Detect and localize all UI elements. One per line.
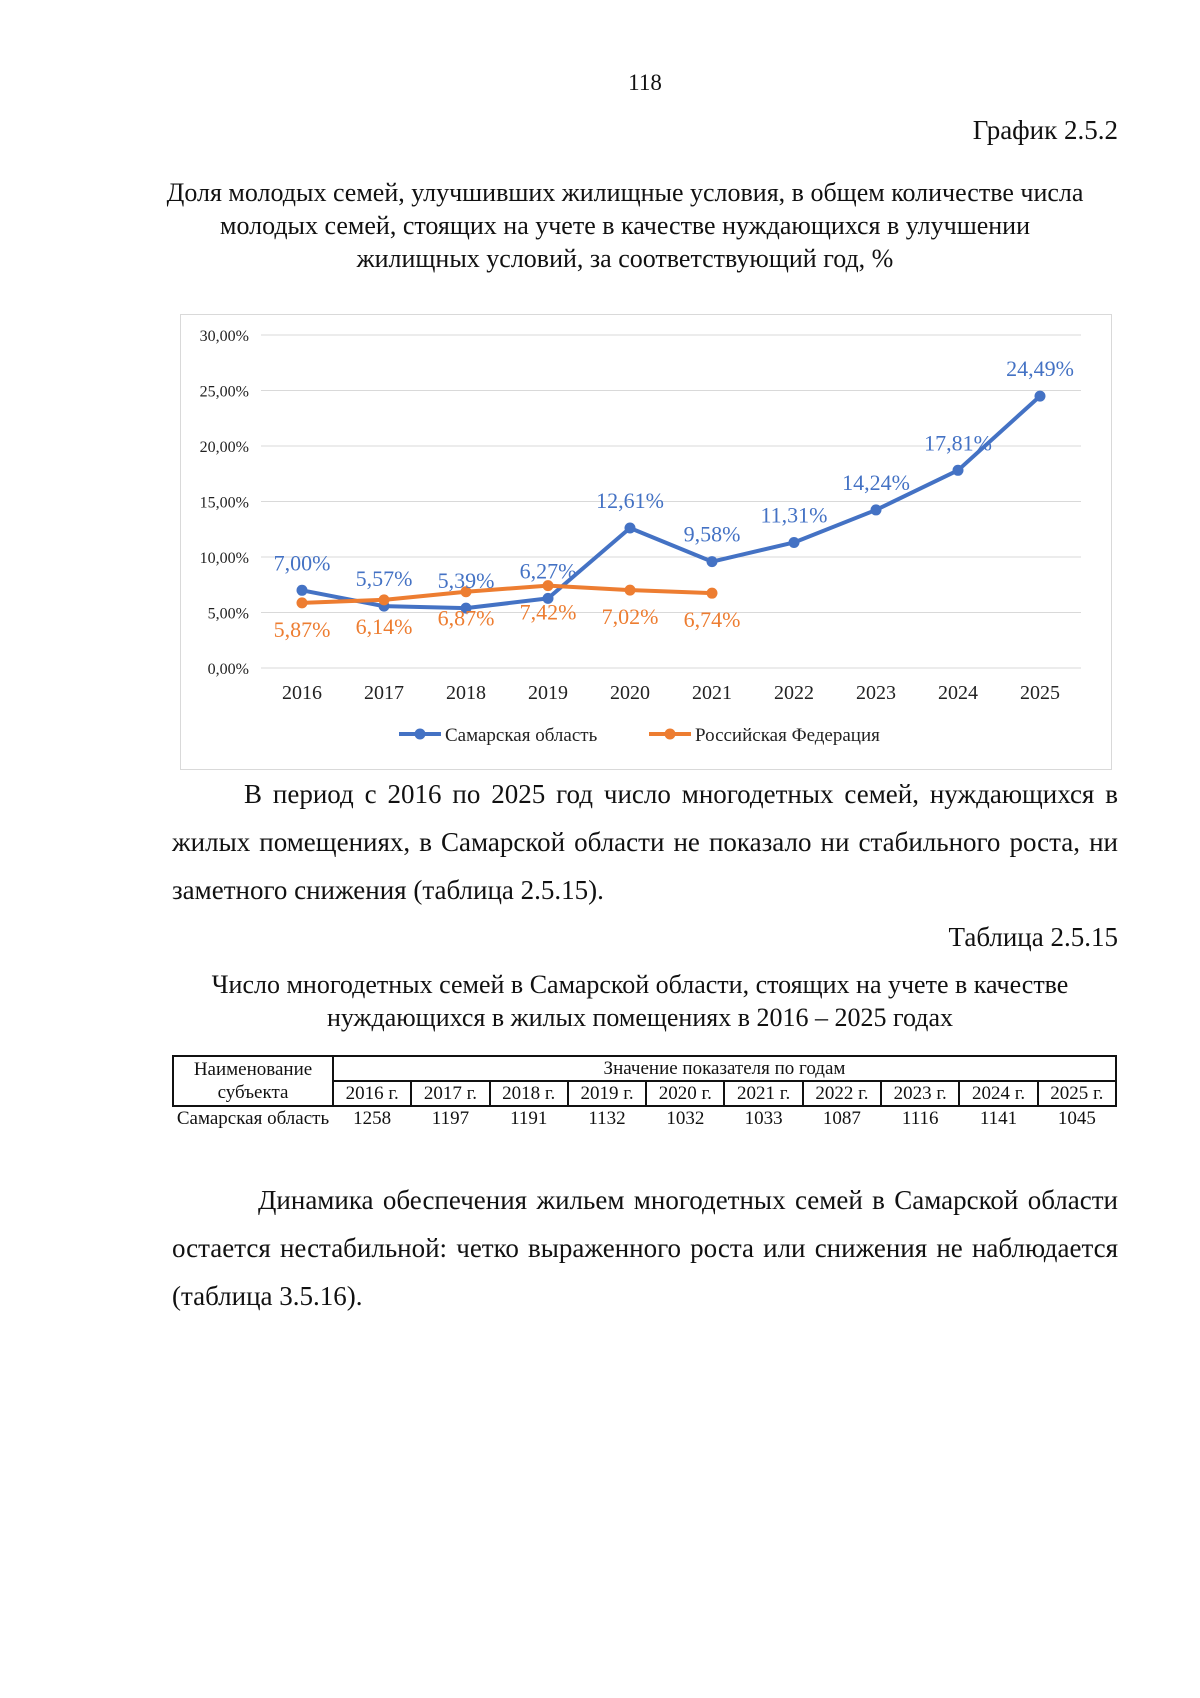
year-header: 2022 г. xyxy=(803,1081,881,1106)
data-label: 9,58% xyxy=(683,521,741,547)
data-table xyxy=(172,1055,1117,1130)
line-chart xyxy=(181,315,1111,769)
data-label: 7,02% xyxy=(601,604,659,630)
table-cell: 1033 xyxy=(744,1108,783,1129)
x-tick-label: 2024 xyxy=(938,682,978,704)
data-label: 5,57% xyxy=(355,566,413,592)
table-cell: 1116 xyxy=(901,1108,939,1129)
x-tick-label: 2016 xyxy=(282,682,322,704)
year-header: 2024 г. xyxy=(959,1081,1037,1106)
data-label: 6,87% xyxy=(437,605,495,631)
year-header: 2017 г. xyxy=(411,1081,489,1106)
chart-frame xyxy=(180,314,1112,770)
data-label: 5,39% xyxy=(437,568,495,594)
table-cell: 1191 xyxy=(510,1108,548,1129)
x-tick-label: 2020 xyxy=(610,682,650,704)
table-header-row xyxy=(173,1056,1116,1081)
year-header: 2016 г. xyxy=(333,1081,411,1106)
y-tick-label: 15,00% xyxy=(199,494,249,512)
legend-marker xyxy=(665,729,676,740)
data-point xyxy=(707,556,718,567)
data-label: 11,31% xyxy=(760,502,828,528)
table-caption: Таблица 2.5.15 xyxy=(948,922,1118,952)
chart-caption: График 2.5.2 xyxy=(972,115,1118,145)
data-point xyxy=(379,594,390,605)
data-label: 5,87% xyxy=(273,616,331,642)
year-header: 2018 г. xyxy=(490,1081,568,1106)
legend-label: Российская Федерация xyxy=(695,725,880,746)
y-tick-label: 25,00% xyxy=(199,383,249,401)
paragraph-2: Динамика обеспечения жильем многодетных семей в Самарской области остается нестабильной: четко выраженного роста или снижения не наблюдается (таблица 3.5.16). xyxy=(172,1185,1118,1311)
chart-heading: Доля молодых семей, улучшивших жилищные условия, в общем количестве числа молодых семей, стоящих на учете в качестве нуждающихся в улучшении жилищных условий, за соответствующий год, % xyxy=(166,178,1084,273)
row-name: Самарская область xyxy=(176,1108,330,1129)
data-point xyxy=(789,537,800,548)
data-label: 6,14% xyxy=(355,613,413,639)
table-cell: 1045 xyxy=(1057,1108,1096,1129)
data-label: 7,42% xyxy=(519,599,577,625)
data-point xyxy=(871,504,882,515)
x-tick-label: 2022 xyxy=(774,682,814,704)
x-tick-label: 2017 xyxy=(364,682,404,704)
year-header: 2021 г. xyxy=(724,1081,802,1106)
data-label: 6,27% xyxy=(519,558,577,584)
table-cell: 1258 xyxy=(353,1108,392,1129)
year-header: 2019 г. xyxy=(568,1081,646,1106)
table-heading: Число многодетных семей в Самарской области, стоящих на учете в качестве нуждающихся в жилых помещениях в 2016 – 2025 годах xyxy=(211,970,1069,1032)
table-cell: 1197 xyxy=(431,1108,470,1129)
data-label: 7,00% xyxy=(273,550,331,576)
y-tick-label: 5,00% xyxy=(207,605,249,623)
legend-marker xyxy=(415,729,426,740)
year-header: 2023 г. xyxy=(881,1081,959,1106)
data-label: 17,81% xyxy=(924,430,992,456)
page-number: 118 xyxy=(628,70,662,95)
year-header: 2025 г. xyxy=(1038,1081,1116,1106)
data-point xyxy=(625,523,636,534)
data-label: 12,61% xyxy=(596,488,664,514)
y-tick-label: 10,00% xyxy=(199,550,249,567)
data-label: 14,24% xyxy=(842,469,910,495)
table-cell: 1132 xyxy=(588,1108,626,1129)
table-cell: 1032 xyxy=(666,1108,705,1129)
data-point xyxy=(297,585,308,596)
series-line-samara xyxy=(302,396,1040,608)
data-point xyxy=(297,597,308,608)
x-tick-label: 2021 xyxy=(692,682,732,704)
x-tick-label: 2018 xyxy=(446,682,486,704)
name-header: Наименование субъекта xyxy=(173,1056,333,1106)
x-tick-label: 2019 xyxy=(528,682,568,704)
y-tick-label: 20,00% xyxy=(199,439,249,456)
data-point xyxy=(707,588,718,599)
table-cell: 1087 xyxy=(822,1108,861,1129)
year-header: 2020 г. xyxy=(646,1081,724,1106)
data-point xyxy=(953,465,964,476)
data-point xyxy=(1035,391,1046,402)
legend-label: Самарская область xyxy=(445,725,598,746)
paragraph-1: В период с 2016 по 2025 год число многодетных семей, нуждающихся в жилых помещениях, в Самарской области не показало ни стабильного роста, ни заметного снижения (таблица 2.5.15). xyxy=(172,779,1118,905)
group-header: Значение показателя по годам xyxy=(333,1056,1116,1081)
table-row xyxy=(173,1106,1116,1130)
y-tick-label: 30,00% xyxy=(199,328,249,345)
data-point xyxy=(625,585,636,596)
x-tick-label: 2023 xyxy=(856,682,896,704)
data-label: 6,74% xyxy=(683,607,741,633)
table-cell: 1141 xyxy=(979,1108,1018,1129)
data-label: 24,49% xyxy=(1006,356,1074,382)
y-tick-label: 0,00% xyxy=(207,661,249,678)
x-tick-label: 2025 xyxy=(1020,682,1060,704)
